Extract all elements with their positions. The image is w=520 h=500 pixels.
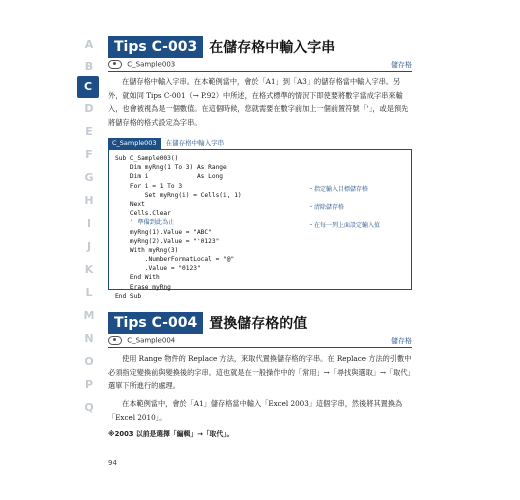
- cd-icon: [108, 336, 122, 345]
- index-letter-k: K: [84, 263, 94, 276]
- index-letter-m: M: [83, 309, 95, 322]
- code-listing-name: C_Sample003: [108, 138, 161, 149]
- category-tag: 儲存格: [391, 337, 412, 345]
- tips-title: 置換儲存格的值: [209, 316, 308, 332]
- page-number: 94: [108, 459, 117, 467]
- code-line: With myRng(3): [115, 246, 179, 254]
- index-letter-c-active: C: [77, 76, 99, 98]
- index-letter-d: D: [84, 102, 94, 115]
- code-line: .NumberFormatLocal = "@": [115, 256, 235, 264]
- code-line: Set myRng(i) = Cells(i, 1): [115, 191, 242, 199]
- code-line: Sub C_Sample003(): [115, 155, 179, 162]
- index-letter-q: Q: [84, 401, 94, 414]
- index-letter-f: F: [85, 148, 93, 161]
- index-letter-l: L: [85, 286, 93, 299]
- tips-title: 在儲存格中輸入字串: [209, 40, 336, 56]
- tips-c004-heading: [108, 312, 307, 334]
- sample-filename: C_Sample003: [127, 60, 176, 69]
- code-line: For i = 1 To 3: [115, 182, 183, 190]
- tips-c003-heading: [108, 36, 335, 58]
- code-line: .Value = "0123": [115, 265, 201, 273]
- code-line: Erase myRng: [115, 283, 171, 291]
- code-line: myRng(2).Value = "'0123": [115, 237, 220, 245]
- cd-icon: [108, 60, 122, 69]
- code-line: Next: [115, 200, 145, 208]
- footnote: ※2003 以前是選擇「編輯」→「取代」。: [108, 430, 234, 438]
- tips-code-badge: Tips C-004: [108, 312, 203, 334]
- index-letter-g: G: [84, 171, 94, 184]
- index-letter-o: O: [84, 355, 94, 368]
- code-line: End Sub: [115, 292, 142, 300]
- code-note-clear-cells: ・清除儲存格: [308, 204, 345, 211]
- tips-body-paragraph: 使用 Range 物件的 Replace 方法，來取代置換儲存格的字串。在 Replace 方法的引數中必須指定變換前與變換後的字串。這也就是在一般操作中的「常用」→「尋找與選取」→「取代」選單下所進行的處理。: [108, 354, 412, 390]
- code-note-target-cells: ・指定輸入目標儲存格: [308, 186, 369, 193]
- index-letter-h: H: [84, 194, 94, 207]
- code-line: Dim i As Long: [115, 173, 224, 181]
- category-tag: 儲存格: [391, 61, 412, 69]
- sample-file-row: [108, 60, 412, 72]
- code-listing-description: 在儲存格中輸入字串: [165, 139, 225, 147]
- tips-body-paragraph: 在本範例當中，會於「A1」儲存格當中輸入「Excel 2003」這個字串，然後將其置換為「Excel 2010」。: [108, 399, 403, 422]
- code-note-set-values: ・在每一列上面設定輸入值: [308, 222, 381, 229]
- index-letter-e: E: [85, 125, 93, 138]
- code-line: Dim myRng(1 To 3) As Range: [115, 164, 227, 172]
- sample-file-row: [108, 336, 412, 348]
- code-line: End With: [115, 274, 160, 282]
- index-letter-a: A: [84, 38, 94, 51]
- code-listing-header: [108, 138, 412, 149]
- index-letter-p: P: [84, 378, 94, 391]
- index-letter-n: N: [84, 332, 94, 345]
- code-listing: [108, 138, 412, 300]
- code-line: myRng(1).Value = "ABC": [115, 228, 212, 236]
- tips-body-paragraph: 在儲存格中輸入字串。在本範例當中，會於「A1」到「A3」的儲存格當中輸入字串。另外，就如同 Tips C-001（→ P.92）中所述，在格式標準的情況下即使要將數字當成字串來輸入，也會被視為是一個數值。在這個時候，您就需要在數字前加上一個前置符號「'」，或是預先將儲存格的格式設定為字串。: [108, 77, 409, 127]
- index-letter-b: B: [84, 60, 94, 73]
- code-line: Cells.Clear: [115, 210, 171, 218]
- index-letter-j: J: [86, 240, 92, 253]
- tips-code-badge: Tips C-003: [108, 36, 203, 58]
- index-letter-i: I: [86, 217, 92, 230]
- sample-filename: C_Sample004: [127, 336, 176, 345]
- code-comment-line: ' 準備到此為止: [115, 219, 175, 227]
